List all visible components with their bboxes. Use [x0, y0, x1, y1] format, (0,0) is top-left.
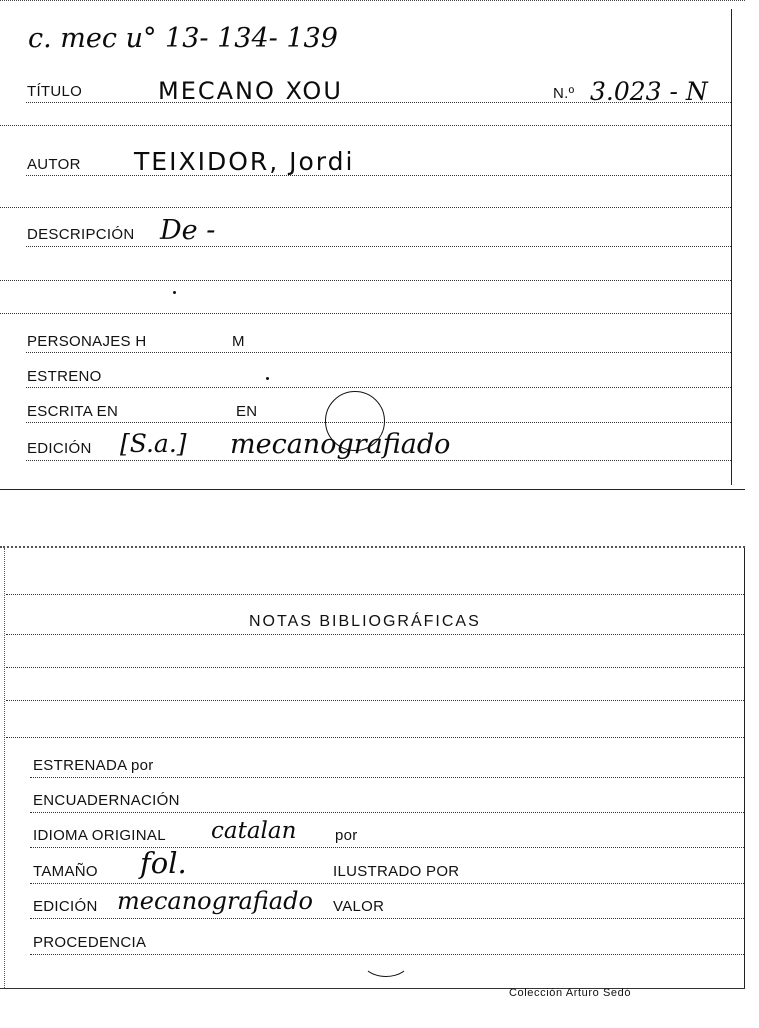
rule-b5	[6, 737, 744, 738]
rule-1	[0, 125, 731, 126]
card-bottom-edge	[0, 988, 745, 989]
idioma-por-label: por	[335, 827, 358, 844]
numero-value: 3.023 - N	[590, 77, 708, 106]
idioma-label: IDIOMA ORIGINAL	[33, 827, 166, 844]
estrenada-label: ESTRENADA por	[33, 757, 154, 774]
card-right-edge	[731, 9, 732, 485]
top-catalog-card	[0, 0, 745, 490]
estreno-label: ESTRENO	[27, 368, 102, 385]
titulo-label: TÍTULO	[27, 83, 83, 100]
descripcion-value: De -	[160, 215, 216, 246]
autor-value: TEIXIDOR, Jordi	[134, 147, 355, 176]
rule-tamano	[30, 883, 744, 884]
rule-b2	[6, 634, 744, 635]
personajes-m-label: M	[232, 333, 245, 350]
rule-autor	[26, 175, 731, 176]
edicion-label: EDICIÓN	[33, 898, 98, 915]
edicion-value: mecanografiado	[230, 429, 451, 460]
rule-edicion	[26, 460, 731, 461]
rule-descripcion	[26, 246, 731, 247]
rule-encuadernacion	[30, 812, 744, 813]
edicion-value: mecanografiado	[117, 887, 313, 915]
idioma-value: catalan	[211, 818, 297, 844]
personajes-label: PERSONAJES H	[27, 333, 147, 350]
rule-estrenada	[30, 777, 744, 778]
titulo-value: MECANO XOU	[158, 77, 343, 105]
encuadernacion-label: ENCUADERNACIÓN	[33, 792, 180, 809]
numero-label: N.º	[553, 85, 575, 102]
rule-idioma	[30, 847, 744, 848]
header-note: c. mec u° 13- 134- 139	[28, 23, 338, 54]
ilustrado-label: ILUSTRADO POR	[333, 863, 460, 880]
card-top-edge	[0, 546, 745, 548]
rule-4	[0, 313, 731, 314]
rule-titulo	[26, 102, 731, 103]
escrita-en-2-label: EN	[236, 403, 258, 420]
card-right-edge	[744, 548, 745, 988]
rule-personajes	[26, 352, 731, 353]
collection-footer: Colección Arturo Sedó	[509, 987, 632, 999]
escrita-en-label: ESCRITA EN	[27, 403, 119, 420]
autor-label: AUTOR	[27, 156, 81, 173]
bottom-catalog-card	[0, 540, 759, 1028]
punch-hole-bottom	[362, 945, 410, 977]
card-left-edge	[4, 548, 5, 988]
rule-estreno	[26, 387, 731, 388]
rule-3	[0, 280, 731, 281]
rule-b1	[6, 594, 744, 595]
card-bottom-edge	[0, 489, 745, 490]
notas-heading: NOTAS BIBLIOGRÁFICAS	[249, 613, 481, 630]
rule-2	[0, 207, 731, 208]
edicion-label: EDICIÓN	[27, 440, 92, 457]
ink-speck-2	[266, 377, 269, 380]
tamano-label: TAMAÑO	[33, 863, 98, 880]
tamano-value: fol.	[140, 846, 187, 880]
edicion-bracket: [S.a.]	[120, 429, 187, 458]
procedencia-label: PROCEDENCIA	[33, 934, 147, 951]
rule-b4	[6, 700, 744, 701]
rule-edicion-b	[30, 918, 744, 919]
descripcion-label: DESCRIPCIÓN	[27, 226, 135, 243]
valor-label: VALOR	[333, 898, 385, 915]
ink-speck	[173, 291, 176, 294]
rule-b3	[6, 667, 744, 668]
